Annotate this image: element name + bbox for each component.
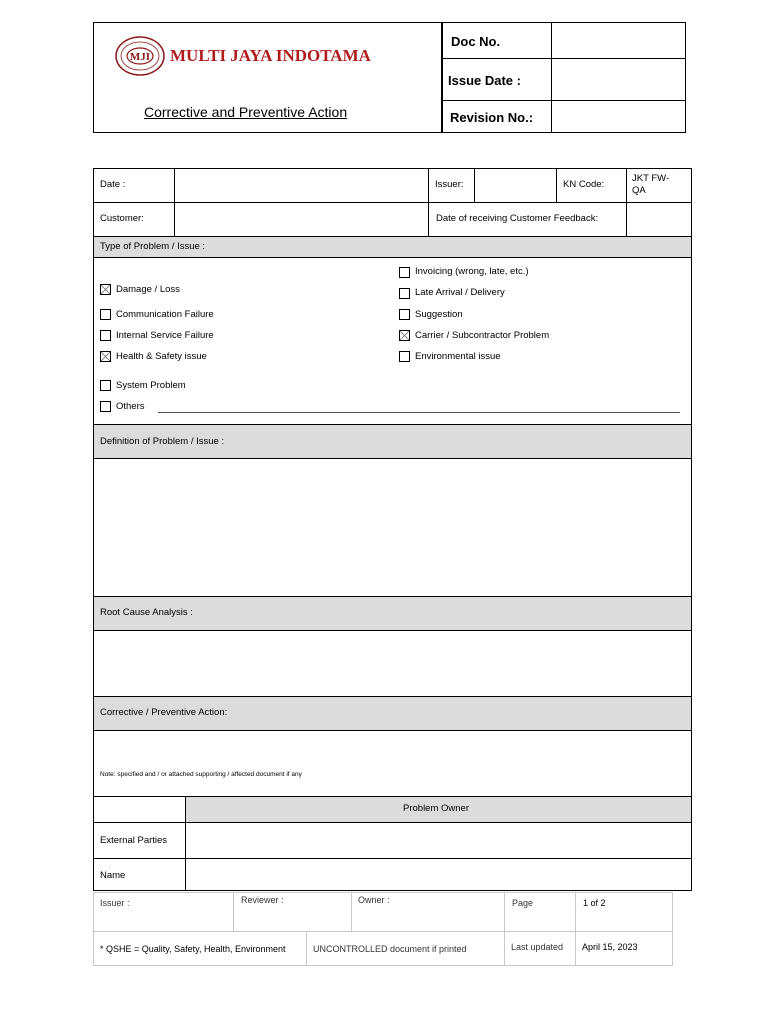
- root-cause-label: Root Cause Analysis :: [100, 607, 193, 618]
- carrier-problem-label: Carrier / Subcontractor Problem: [415, 330, 550, 341]
- system-problem-label: System Problem: [116, 380, 186, 391]
- footer-rule-v5: [575, 892, 576, 966]
- type-of-problem-label: Type of Problem / Issue :: [100, 241, 206, 252]
- form-title: Corrective and Preventive Action: [144, 104, 348, 120]
- date-label: Date :: [100, 179, 126, 190]
- late-arrival-checkbox[interactable]: [399, 288, 410, 299]
- rule-type-bottom: [93, 257, 692, 258]
- environmental-issue-checkbox[interactable]: [399, 351, 410, 362]
- footer-rule-v2: [351, 892, 352, 931]
- problem-owner-header: Problem Owner: [403, 803, 469, 814]
- rule-v-issuer: [428, 168, 429, 236]
- suggestion-label: Suggestion: [415, 309, 463, 320]
- logo-text: MJI: [129, 51, 151, 63]
- rule-action-top: [93, 696, 692, 697]
- checked-x-icon: [101, 285, 110, 294]
- issuer-label: Issuer:: [435, 179, 464, 190]
- internal-service-failure-checkbox[interactable]: [100, 330, 111, 341]
- footer-issuer-label: Issuer :: [100, 898, 130, 908]
- others-fill-line[interactable]: [158, 412, 680, 413]
- company-logo-seal: [115, 36, 165, 76]
- root-cause-field[interactable]: [94, 631, 691, 696]
- footer-page-value: 1 of 2: [583, 898, 606, 908]
- footer-rule-v1: [233, 892, 234, 931]
- environmental-issue-label: Environmental issue: [415, 351, 501, 362]
- revision-field[interactable]: [552, 101, 685, 132]
- footer-rule-v4: [504, 892, 505, 966]
- communication-failure-checkbox[interactable]: [100, 309, 111, 320]
- footer-page-label: Page: [512, 898, 534, 908]
- checked-x-icon: [400, 331, 409, 340]
- kn-code-value-line2: QA: [632, 185, 646, 196]
- footer-last-updated-label: Last updated: [511, 942, 564, 952]
- supporting-document-note: Note: specified and / or attached supporting / affected document if any: [100, 771, 302, 778]
- header-divider-v1: [441, 22, 443, 133]
- checked-x-icon: [101, 352, 110, 361]
- issue-date-label: Issue Date :: [448, 73, 521, 88]
- name-field[interactable]: [186, 859, 691, 890]
- customer-field[interactable]: [175, 203, 428, 236]
- customer-label: Customer:: [100, 213, 144, 224]
- damage-loss-label: Damage / Loss: [116, 284, 180, 295]
- external-parties-label: External Parties: [100, 835, 168, 846]
- invoicing-checkbox[interactable]: [399, 267, 410, 278]
- kn-code-label: KN Code:: [563, 179, 605, 190]
- rule-type-top: [93, 236, 692, 237]
- external-parties-field[interactable]: [186, 823, 691, 858]
- others-label: Others: [116, 401, 145, 412]
- late-arrival-label: Late Arrival / Delivery: [415, 287, 505, 298]
- revision-label: Revision No.:: [450, 110, 534, 125]
- others-checkbox[interactable]: [100, 401, 111, 412]
- footer-reviewer-label: Reviewer :: [241, 895, 284, 905]
- feedback-date-label: Date of receiving Customer Feedback:: [436, 213, 599, 224]
- feedback-date-field[interactable]: [627, 203, 691, 236]
- action-label: Corrective / Preventive Action:: [100, 707, 228, 718]
- suggestion-checkbox[interactable]: [399, 309, 410, 320]
- footer-uncontrolled-note: UNCONTROLLED document if printed: [313, 944, 467, 954]
- system-problem-checkbox[interactable]: [100, 380, 111, 391]
- footer-owner-label: Owner :: [358, 895, 390, 905]
- rule-root-top: [93, 596, 692, 597]
- damage-loss-checkbox[interactable]: [100, 284, 111, 295]
- rule-v-kn: [556, 168, 557, 202]
- health-safety-label: Health & Safety issue: [116, 351, 207, 362]
- kn-code-value-line1: JKT FW-: [632, 173, 670, 184]
- issue-date-field[interactable]: [552, 59, 685, 100]
- footer-rule-v3: [306, 931, 307, 966]
- date-field[interactable]: [175, 169, 428, 202]
- footer-qshe-note: * QSHE = Quality, Safety, Health, Environment: [100, 944, 286, 954]
- issuer-field[interactable]: [475, 169, 556, 202]
- name-label: Name: [100, 870, 126, 881]
- action-field[interactable]: [94, 731, 691, 796]
- company-name: MULTI JAYA INDOTAMA: [170, 46, 371, 65]
- doc-no-label: Doc No.: [451, 34, 501, 49]
- rule-owner-top: [93, 796, 692, 797]
- doc-no-field[interactable]: [552, 23, 685, 58]
- invoicing-label: Invoicing (wrong, late, etc.): [415, 266, 529, 277]
- definition-label: Definition of Problem / Issue :: [100, 436, 225, 447]
- rule-definition-top: [93, 424, 692, 425]
- communication-failure-label: Communication Failure: [116, 309, 214, 320]
- carrier-problem-checkbox[interactable]: [399, 330, 410, 341]
- footer-last-updated-value: April 15, 2023: [582, 942, 638, 952]
- internal-service-failure-label: Internal Service Failure: [116, 330, 214, 341]
- footer-rule-h: [93, 931, 673, 932]
- definition-field[interactable]: [94, 459, 691, 596]
- health-safety-checkbox[interactable]: [100, 351, 111, 362]
